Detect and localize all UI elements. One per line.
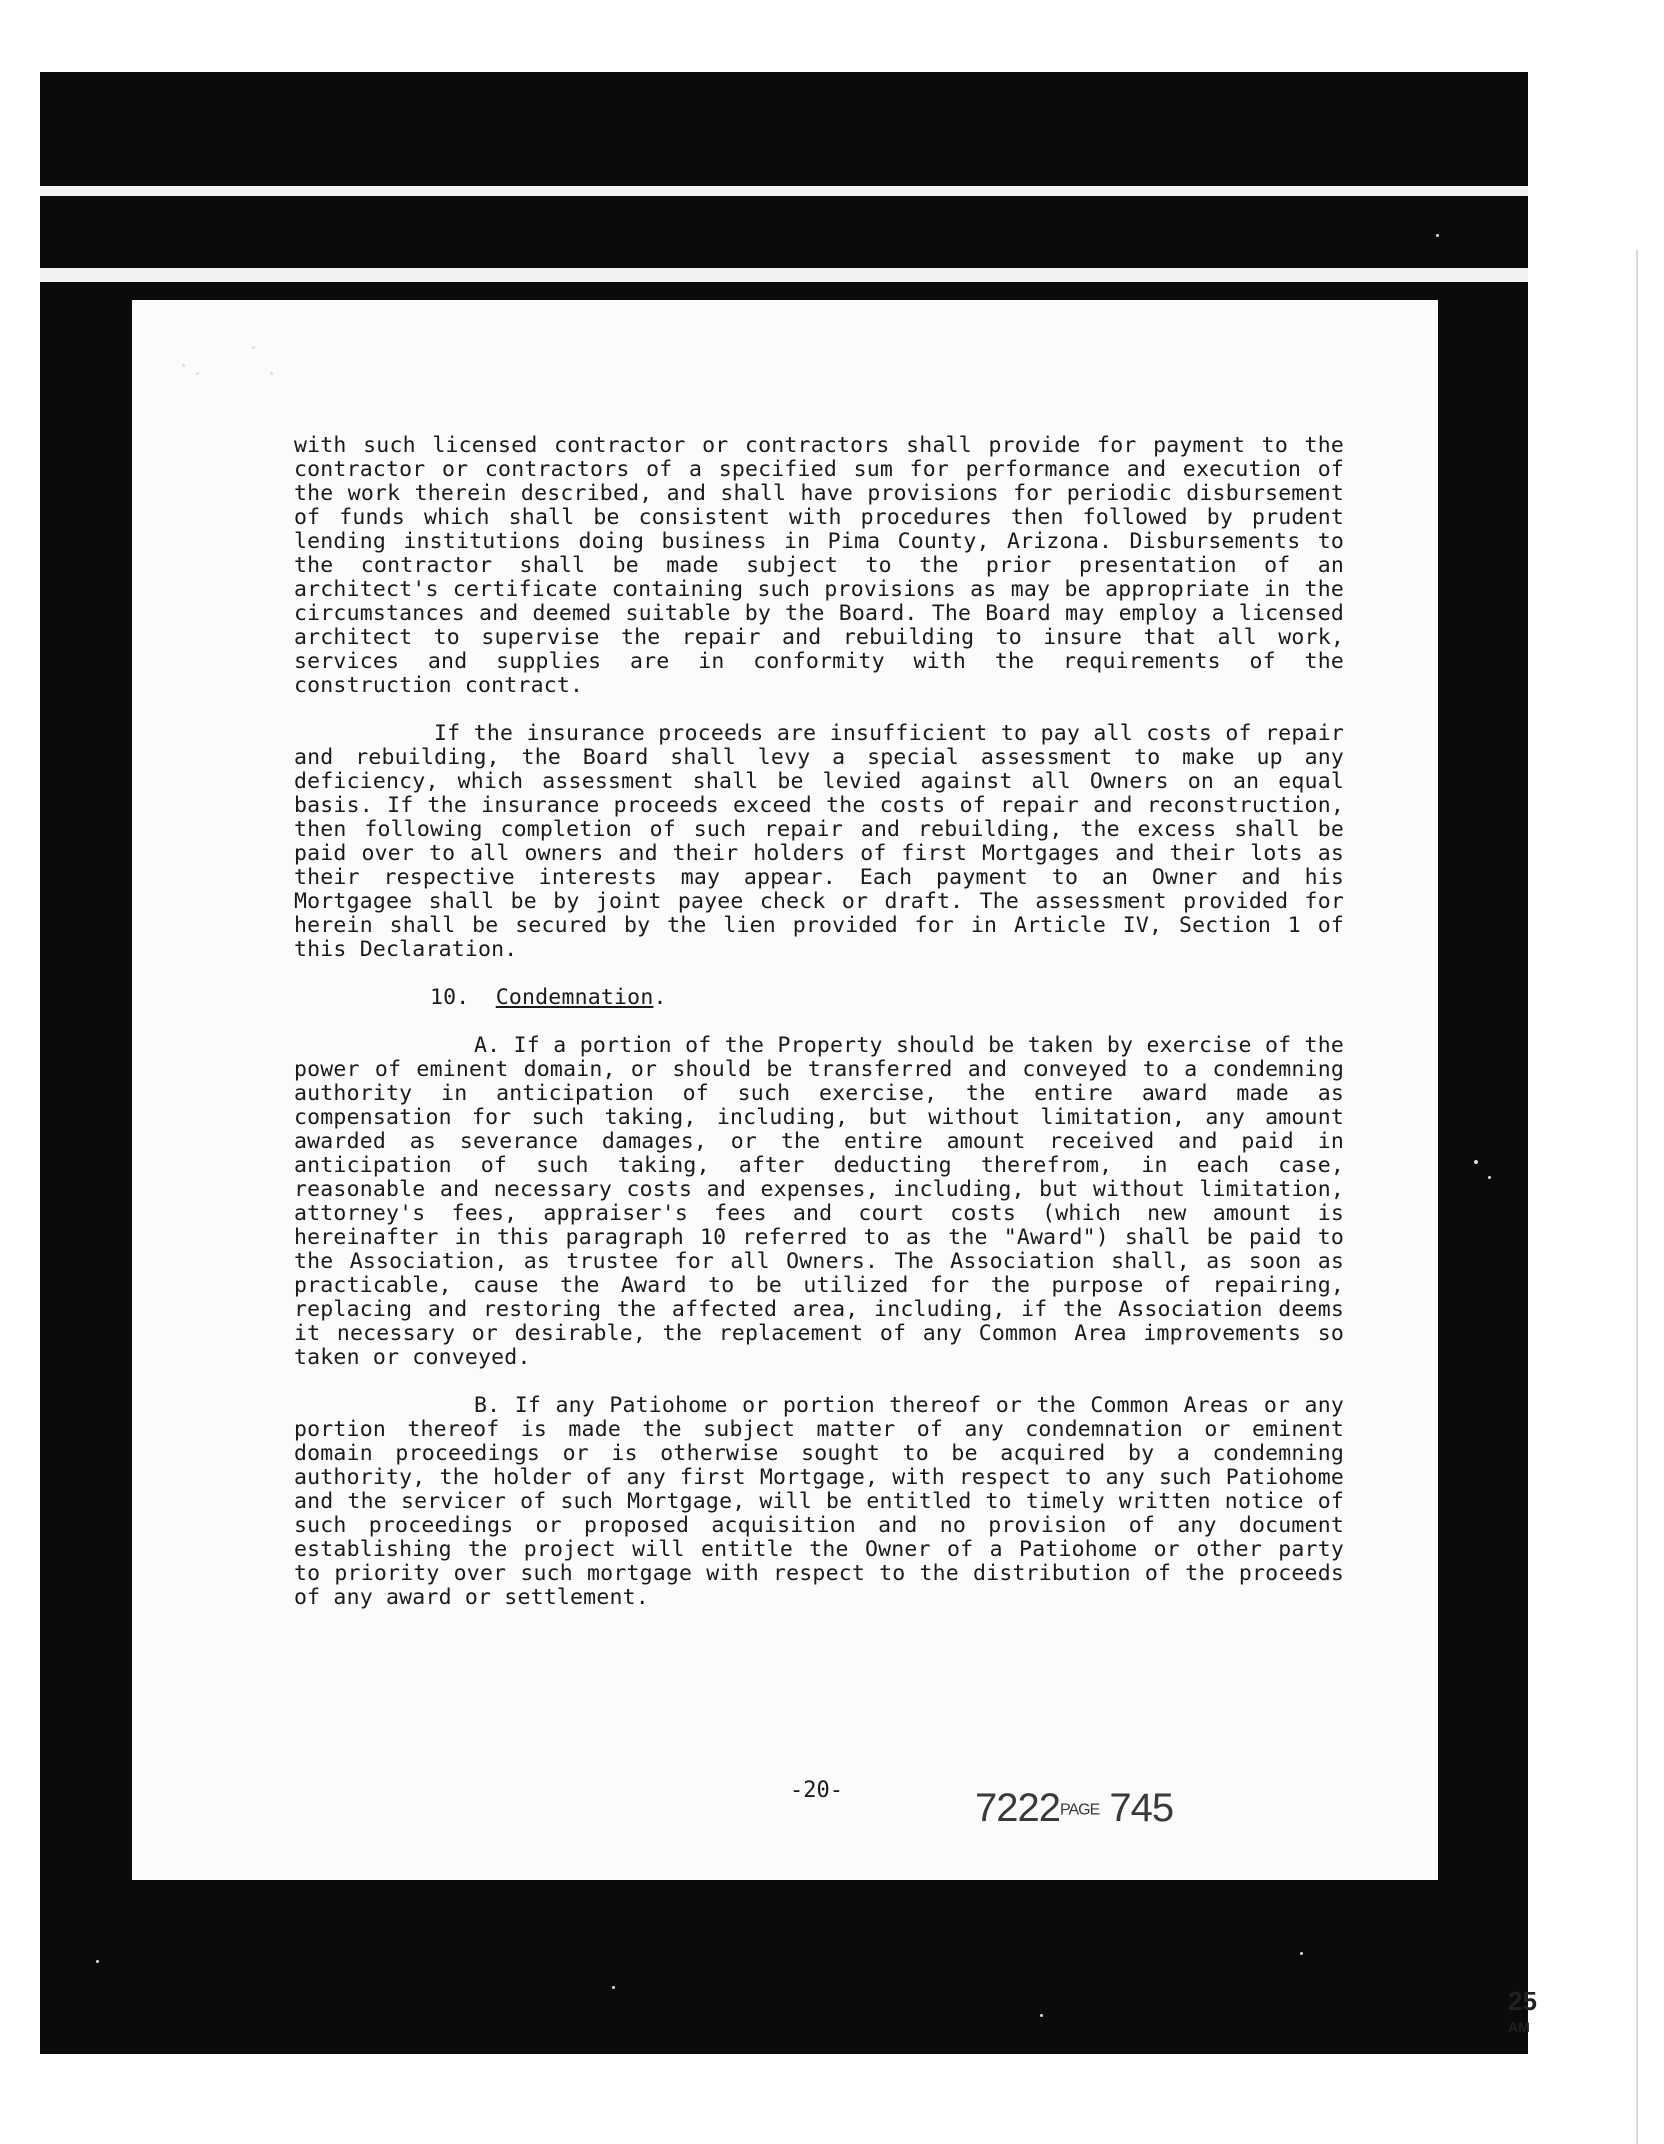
section-heading-condemnation xyxy=(430,986,1344,1010)
paragraph-insurance-proceeds: If the insurance proceeds are insufficient to pay all costs of repair and rebuilding, the Board shall levy a special assessment to make up any deficiency, which assessment shall be levied against all Owners on an equal basis. If the insurance proceeds exceed the costs of repair and reconstruction, then following completion of such repair and rebuilding, the excess shall be paid over to all owners and their holders of first Mortgages and their lots as their respective interests may appear. Each payment to an Owner and his Mortgagee shall be by joint payee check or draft. The assessment provided for herein shall be secured by the lien provided for in Article IV, Section 1 of this Declaration. xyxy=(294,721,1344,962)
edge-marker xyxy=(1508,1988,1537,2034)
paragraph-contractor-provisions: with such licensed contractor or contractors shall provide for payment to the contractor or contractors of a specified sum for performance and execution of the work therein described, and shall have provisions for periodic disbursement of funds which shall be consistent with procedures then followed by prudent lending institutions doing business in Pima County, Arizona. Disbursements to the contractor shall be made subject to the prior presentation of an architect's certificate containing such provisions as may be appropriate in the circumstances and deemed suitable by the Board. The Board may employ a licensed architect to supervise the repair and rebuilding to insure that all work, services and supplies are in conformity with the requirements of the construction contract. xyxy=(294,433,1344,698)
scan-speck xyxy=(612,1986,615,1989)
section-title: Condemnation xyxy=(495,985,654,1010)
scan-right-edge xyxy=(1636,250,1638,2144)
recording-docket: 7222 xyxy=(975,1786,1060,1830)
recording-page-label: PAGE xyxy=(1059,1801,1100,1819)
scan-speck xyxy=(1300,1952,1303,1955)
section-number: 10. xyxy=(430,985,470,1010)
scan-speck xyxy=(96,1960,99,1963)
recording-stamp xyxy=(975,1786,1173,1831)
scan-speck xyxy=(182,364,185,367)
subsection-b: B. If any Patiohome or portion thereof or the Common Areas or any portion thereof is made the subject matter of any condemnation or eminent domain proceedings or is otherwise sought to be acquired by a condemning authority, the holder of any first Mortgage, with respect to any such Patiohome and the servicer of such Mortgage, will be entitled to timely written notice of such proceedings or proposed acquisition and no provision of any document establishing the project will entitle the Owner of a Patiohome or other party to priority over such mortgage with respect to the distribution of the proceeds of any award or settlement. xyxy=(294,1393,1344,1610)
subsection-a: A. If a portion of the Property should be taken by exercise of the power of eminent domain, or should be transferred and conveyed to a condemning authority in anticipation of such exercise, the entire award made as compensation for such taking, including, but without limitation, any amount awarded as severance damages, or the entire amount received and paid in anticipation of such taking, after deducting therefrom, in each case, reasonable and necessary costs and expenses, including, but without limitation, attorney's fees, appraiser's fees and court costs (which new amount is hereinafter in this paragraph 10 referred to as the "Award") shall be paid to the Association, as trustee for all Owners. The Association shall, as soon as practicable, cause the Award to be utilized for the purpose of repairing, replacing and restoring the affected area, including, if the Association deems it necessary or desirable, the replacement of any Common Area improvements so taken or conveyed. xyxy=(294,1033,1344,1370)
edge-marker-suffix: AM xyxy=(1508,2019,1530,2035)
scan-speck xyxy=(252,346,255,349)
scan-top-rule xyxy=(40,186,1528,196)
edge-marker-number: 25 xyxy=(1508,1986,1537,2016)
scan-speck xyxy=(196,372,199,375)
scan-speck xyxy=(1040,2014,1043,2017)
scan-speck xyxy=(1474,1160,1478,1164)
recording-page: 745 xyxy=(1109,1786,1174,1830)
page-number: -20- xyxy=(790,1778,843,1803)
scan-speck xyxy=(1436,234,1439,237)
section-title-suffix: . xyxy=(653,985,667,1010)
document-body xyxy=(294,434,1344,1610)
scan-speck xyxy=(1488,1176,1491,1179)
scan-top-rule-lower xyxy=(40,268,1528,282)
scan-speck xyxy=(270,372,273,375)
